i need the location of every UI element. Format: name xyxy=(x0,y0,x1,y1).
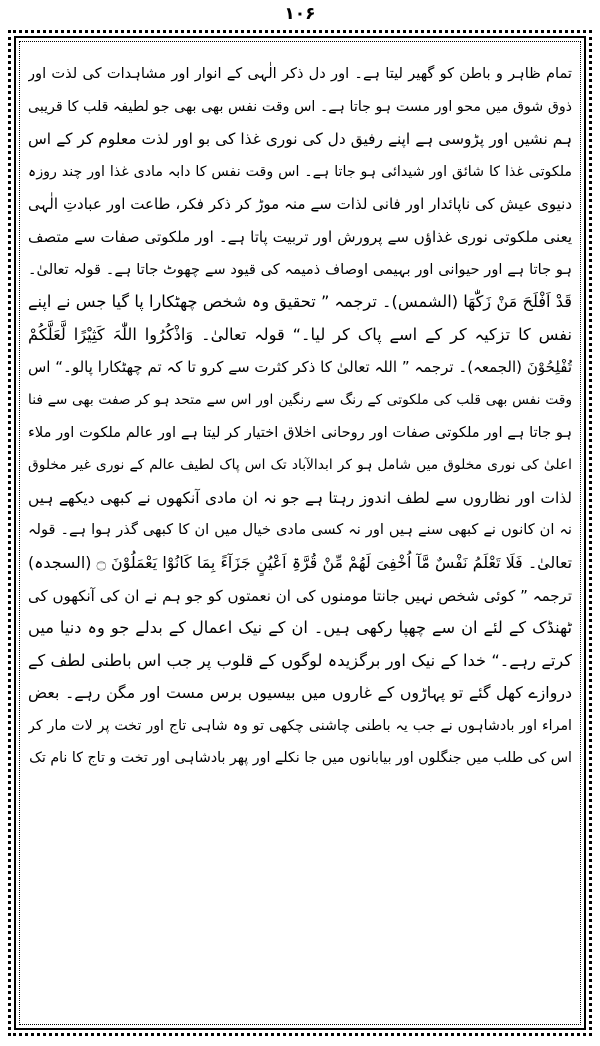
text-line: ہم نشیں اور پڑوسی ہے اپنے رفیق دل کی نوری غذا کی بو اور لذت معلوم کر کے اس xyxy=(28,130,572,149)
text-line: تعالیٰ۔ فَلَا تَعْلَمُ نَفْسٌ مَّآ اُخْفِیَ لَھُمْ مِّنْ قُرَّۃِ اَعْیُنٍ جَزَآءً بِمَا کَانُوْا یَعْمَلُوْنَ ۝ (السجدہ) xyxy=(28,552,572,572)
page-number: ۱۰۶ xyxy=(284,4,316,24)
text-line: اعلیٰ کی نوری مخلوق میں شامل ہو کر ابدالآباد تک اس پاک لطیف عالم کے نوری غیر مخلوق xyxy=(28,457,572,474)
text-line: امراء اور بادشاہوں نے جب یہ باطنی چاشنی چکھی تو وہ شاہی تاج اور تخت پر لات مار کر xyxy=(28,717,572,734)
text-line: اس کی طلب میں جنگلوں اور بیابانوں میں جا نکلے اور پھر بادشاہی اور تخت و تاج کا نام تک xyxy=(29,750,572,767)
page-text xyxy=(28,58,572,775)
text-line: یعنی ملکوتی نوری غذاؤں سے پرورش اور تربیت پاتا ہے۔ اور ملکوتی صفات سے متصف xyxy=(28,227,572,246)
text-line: وقت نفس بھی قلب کی ملکوتی کے رنگ سے رنگین اور اس سے متحد ہو کر صفت بھی سے فنا xyxy=(28,391,572,408)
text-line: ترجمہ ” کوئی شخص نہیں جانتا مومنوں کی ان نعمتوں کو جو ہم نے ان کی آنکھوں کی xyxy=(28,586,572,605)
text-line: ملکوتی غذا کا شائق اور شیدائی ہو جاتا ہے۔ اس وقت نفس کا دابہ مادی غذا اور چند روزہ xyxy=(28,163,572,180)
text-line: ہو جاتا ہے اور حیوانی اور بہیمی اوصاف ذمیمہ کی قیود سے چھوٹ جاتا ہے۔ قولہ تعالیٰ۔ xyxy=(28,260,572,278)
text-line: تُفْلِحُوْنَ (الجمعہ)۔ ترجمہ ” اللہ تعالیٰ کا ذکر کثرت سے کرو تا کہ تم چھٹکارا پالو۔“ اس xyxy=(28,358,572,377)
text-line: دروازے کھل گئے تو پہاڑوں کے غاروں میں بیسیوں برس مست اور مگن رہے۔ بعض xyxy=(28,683,572,703)
text-line: کرتے رہے۔“ خدا کے نیک اور برگزیدہ لوگوں کے قلوب پر جب اس باطنی لطف کے xyxy=(28,650,572,670)
text-line: قَدْ اَفْلَحَ مَنْ زَکّٰھَا (الشمس)۔ ترجمہ ” تحقیق وہ شخص چھٹکارا پا گیا جس نے اپنے xyxy=(28,292,572,312)
text-line: نفس کا تزکیہ کر کے اسے پاک کر لیا۔“ قولہ تعالیٰ۔ وَاذْکُرُوا اللّٰہَ کَثِیْرًا لَّعَلَّکُمْ xyxy=(28,324,572,344)
text-line: تمام ظاہر و باطن کو گھیر لیتا ہے۔ اور دل ذکر الٰہی کے انوار اور مشاہدات کی لذت اور xyxy=(28,65,572,82)
text-line: ٹھنڈک کے لئے ان سے چھپا رکھی ہیں۔ ان کے نیک اعمال کے بدلے جو وہ دنیا میں xyxy=(28,618,572,638)
text-line: لذات اور نظاروں سے لطف اندوز رہتا ہے جو نہ ان مادی آنکھوں نے کبھی دیکھے ہیں xyxy=(28,488,572,507)
text-line: دنیوی عیش کی ناپائدار اور فانی لذات سے منہ موڑ کر ذکر فکر، طاعت اور عبادتِ الٰہی xyxy=(28,195,572,214)
text-line: نہ ان کانوں نے کبھی سنے ہیں اور نہ کسی مادی خیال میں ان کا کبھی گذر ہوا ہے۔ قولہ xyxy=(28,521,572,539)
text-line: ہو جاتا ہے اور ملکوتی صفات اور روحانی اخلاق اختیار کر لیتا ہے اور عالم ملکوت اور ملاء xyxy=(28,423,572,441)
text-line: ذوق شوق میں محو اور مست ہو جاتا ہے۔ اس وقت نفس بھی بھی جو لطیفہ قلب کا قریبی xyxy=(28,98,572,115)
